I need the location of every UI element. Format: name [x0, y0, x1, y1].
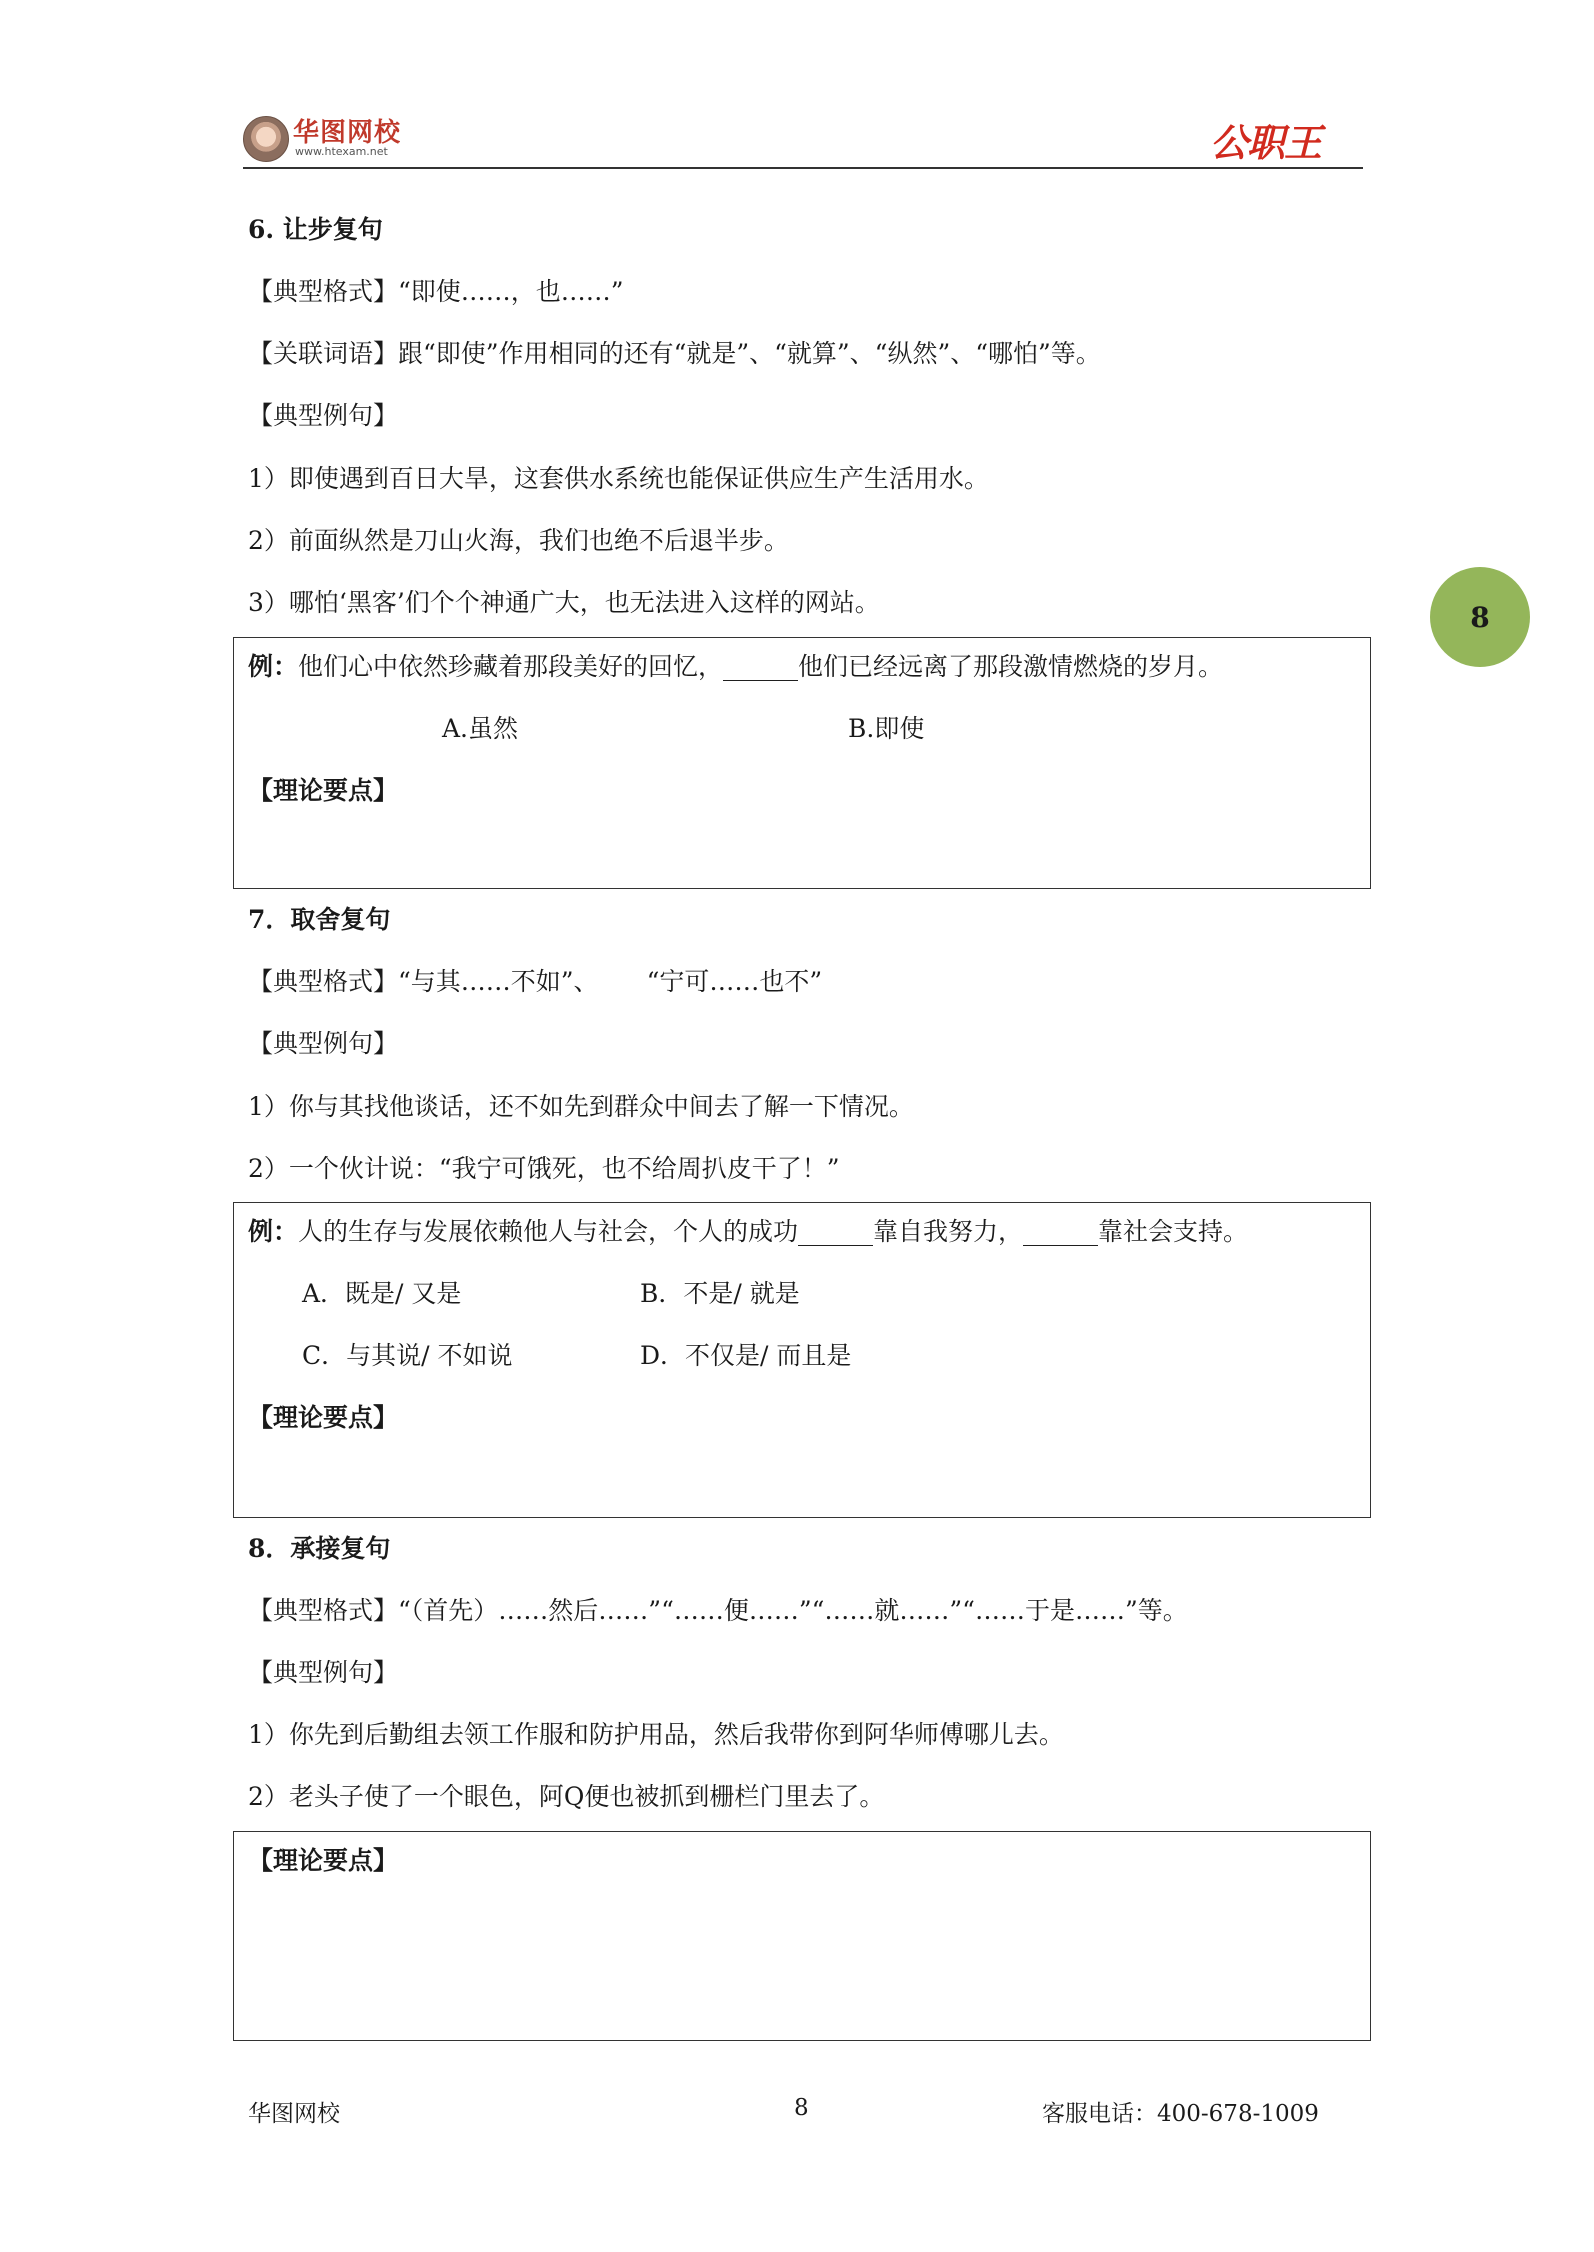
example-sentence: 2）一个伙计说：“我宁可饿死，也不给周扒皮干了！” — [248, 1154, 840, 1183]
section-6-examples-heading: 【典型例句】 — [248, 401, 399, 430]
section-6-title: 6. 让步复句 — [248, 215, 383, 244]
format-part-a: 【典型格式】“与其……不如”、 — [248, 967, 599, 996]
example-sentence: 1）即使遇到百日大旱，这套供水系统也能保证供应生产生活用水。 — [248, 464, 989, 493]
option-c: C．与其说/ 不如说 — [302, 1341, 513, 1370]
format-part-b: “宁可……也不” — [646, 967, 823, 996]
question-text: 人的生存与发展依赖他人与社会，个人的成功______靠自我努力，______靠社会支持。 — [298, 1217, 1249, 1246]
question-label: 例： — [248, 652, 299, 681]
section-8-theory-box — [233, 1831, 1371, 2041]
section-6-exercise-box — [233, 637, 1371, 889]
logo-url: www.htexam.net — [295, 145, 388, 158]
theory-heading: 【理论要点】 — [248, 1403, 399, 1432]
option-d: D．不仅是/ 而且是 — [640, 1341, 852, 1370]
section-7-title: 7．取舍复句 — [248, 905, 391, 934]
example-sentence: 1）你与其找他谈话，还不如先到群众中间去了解一下情况。 — [248, 1092, 914, 1121]
option-a: A.虽然 — [442, 714, 519, 743]
theory-heading: 【理论要点】 — [248, 1846, 399, 1875]
logo-text: 华图网校 — [293, 118, 402, 148]
option-b: B．不是/ 就是 — [640, 1279, 800, 1308]
example-sentence: 1）你先到后勤组去领工作服和防护用品，然后我带你到阿华师傅哪儿去。 — [248, 1720, 1064, 1749]
section-7-format — [248, 965, 822, 999]
section-8-format: 【典型格式】“（首先）……然后……”“……便……”“……就……”“……于是……”等。 — [248, 1596, 1188, 1625]
question-text: 他们心中依然珍藏着那段美好的回忆，______他们已经远离了那段激情燃烧的岁月。 — [298, 652, 1224, 681]
theory-heading: 【理论要点】 — [248, 776, 399, 805]
option-a: A．既是/ 又是 — [302, 1279, 462, 1308]
footer-hotline: 客服电话：400-678-1009 — [1042, 2101, 1319, 2127]
example-sentence: 2）前面纵然是刀山火海，我们也绝不后退半步。 — [248, 526, 789, 555]
section-6-words: 【关联词语】跟“即使”作用相同的还有“就是”、“就算”、“纵然”、“哪怕”等。 — [248, 339, 1101, 368]
option-b: B.即使 — [848, 714, 925, 743]
footer-brand: 华图网校 — [248, 2101, 340, 2127]
section-8-examples-heading: 【典型例句】 — [248, 1658, 399, 1687]
section-7-exercise-box — [233, 1202, 1371, 1518]
seal-icon — [243, 116, 289, 162]
example-sentence: 3）哪怕‘黑客’们个个神通广大，也无法进入这样的网站。 — [248, 588, 880, 617]
gongzhiwang-logo: 公职王 — [1210, 121, 1322, 165]
footer-page-number: 8 — [794, 2095, 809, 2121]
question-label: 例： — [248, 1217, 299, 1246]
header-divider — [243, 167, 1363, 169]
section-6-format: 【典型格式】“即使……，也……” — [248, 277, 624, 306]
example-sentence: 2）老头子使了一个眼色，阿Q便也被抓到栅栏门里去了。 — [248, 1782, 885, 1811]
huatu-logo — [243, 112, 423, 164]
section-8-title: 8．承接复句 — [248, 1534, 391, 1563]
section-7-examples-heading: 【典型例句】 — [248, 1029, 399, 1058]
page-number-badge: 8 — [1430, 567, 1530, 667]
